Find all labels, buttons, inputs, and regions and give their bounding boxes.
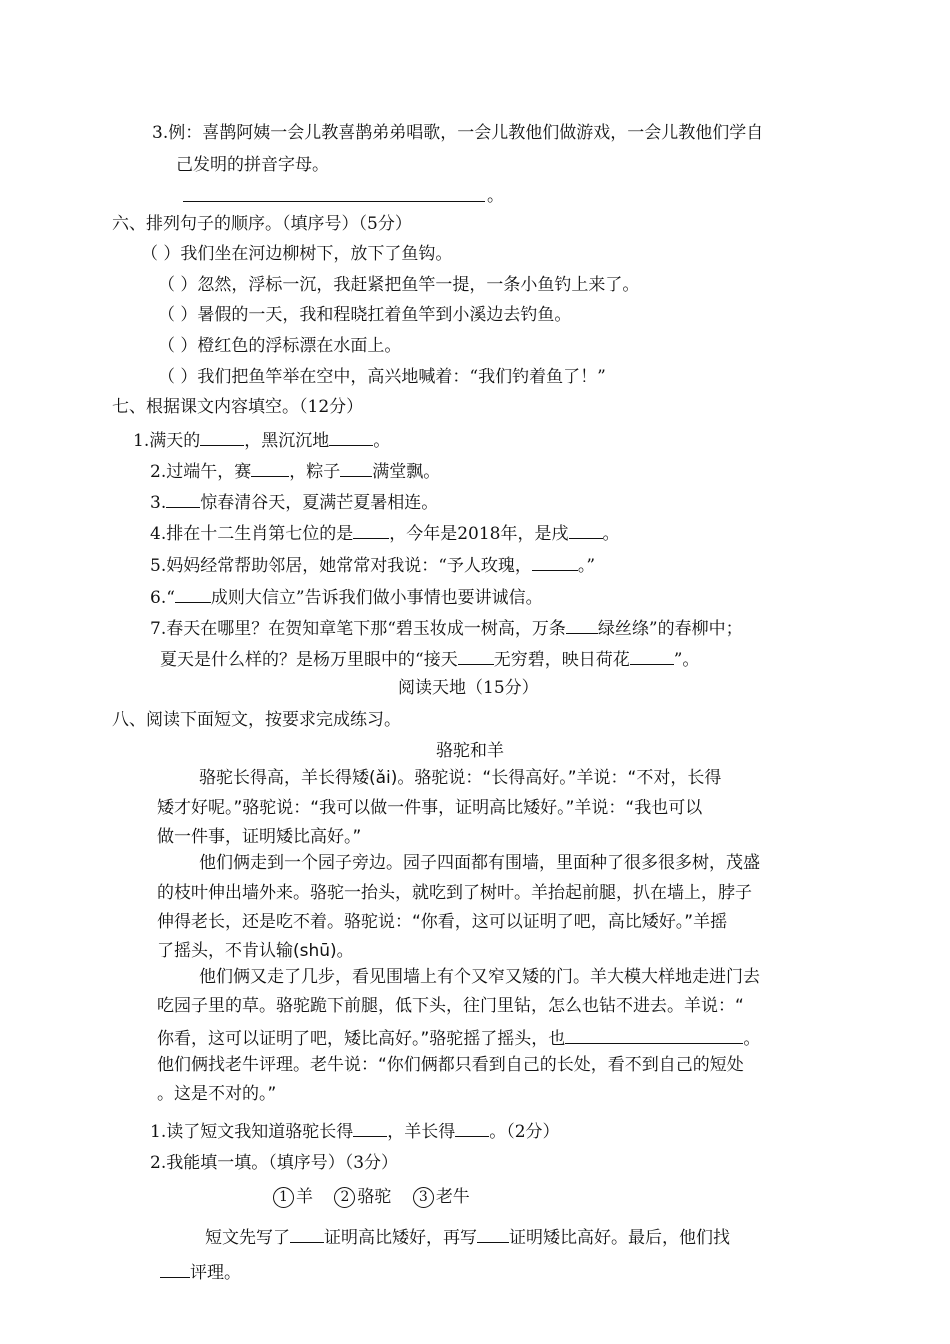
- blank: [353, 520, 389, 539]
- blank: [565, 1025, 743, 1044]
- option: [334, 1187, 391, 1207]
- blank: [340, 458, 372, 477]
- text: ，今年是2018年，是戌: [389, 524, 569, 544]
- text: 。”: [577, 556, 596, 576]
- blank: [200, 427, 244, 446]
- section7-item-2: [150, 458, 440, 483]
- section8-heading: 八、阅读下面短文，按要求完成练习。: [112, 710, 401, 730]
- section6-item: （ ）橙红色的浮标漂在水面上。: [158, 336, 402, 356]
- text: ，粽子: [289, 462, 341, 482]
- blank: [477, 1224, 509, 1243]
- option: [413, 1187, 470, 1207]
- text: 。（2分）: [489, 1122, 560, 1142]
- section7-item-6: [150, 584, 543, 609]
- fill-line-2: [160, 1259, 241, 1284]
- text: 成则大信立”告诉我们做小事情也要讲诚信。: [210, 588, 543, 608]
- section6-item: （ ）我们坐在河边柳树下，放下了鱼钩。: [141, 244, 453, 264]
- text: 4.排在十二生肖第七位的是: [150, 524, 354, 544]
- blank: [329, 427, 373, 446]
- text: 5.妈妈经常帮助邻居，她常常对我说：“予人玫瑰，: [150, 556, 532, 576]
- story-line: 了摇头，不肯认输(shū)。: [157, 941, 354, 961]
- text: 3.: [150, 493, 167, 513]
- blank: [175, 584, 211, 603]
- text: 无穷碧，映日荷花: [493, 650, 630, 670]
- text: 证明矮比高好。最后，他们找: [509, 1228, 730, 1248]
- text: ，羊长得: [387, 1122, 456, 1142]
- reading-question-1: [150, 1118, 560, 1143]
- option-label: 羊: [296, 1187, 313, 1207]
- section7-item-7: [150, 615, 743, 640]
- text: 惊春清谷天，夏满芒夏暑相连。: [200, 493, 439, 513]
- blank: [166, 489, 200, 508]
- blank: [455, 1118, 489, 1137]
- story-line: 他们俩走到一个园子旁边。园子四面都有围墙，里面种了很多很多树，茂盛: [199, 853, 760, 873]
- section6-item: （ ）我们把鱼竿举在空中，高兴地喊着：“我们钓着鱼了！”: [158, 367, 606, 387]
- q3-line2: 己发明的拼音字母。: [176, 155, 329, 175]
- text: 7.春天在哪里？在贺知章笔下那“碧玉妆成一树高，万条: [150, 619, 566, 639]
- text: 绿丝绦”的春柳中；: [597, 619, 743, 639]
- section6-item: （ ）暑假的一天，我和程晓扛着鱼竿到小溪边去钓鱼。: [158, 305, 572, 325]
- option: [273, 1187, 313, 1207]
- text: 。: [743, 1029, 761, 1049]
- text: 1.满天的: [133, 431, 201, 451]
- text: 夏天是什么样的？是杨万里眼中的“接天: [160, 650, 458, 670]
- text: ，黑沉沉地: [244, 431, 330, 451]
- section7-item-3: [150, 489, 438, 514]
- story-line: 的枝叶伸出墙外来。骆驼一抬头，就吃到了树叶。羊抬起前腿，扒在墙上，脖子: [157, 883, 752, 903]
- option-label: 老牛: [435, 1187, 470, 1207]
- section7-item-4: [150, 520, 620, 545]
- options-row: [273, 1186, 470, 1208]
- story-line: 骆驼长得高，羊长得矮(ǎi)。骆驼说：“长得高好。”羊说：“不对，长得: [199, 768, 722, 788]
- q3-answer-line: [183, 201, 485, 202]
- story-line: 。这是不对的。”: [157, 1084, 277, 1104]
- text: 6.“: [150, 588, 175, 608]
- story-line: 矮才好呢。”骆驼说：“我可以做一件事，证明高比矮好。”羊说：“我也可以: [157, 798, 703, 818]
- blank: [569, 520, 603, 539]
- blank: [566, 615, 598, 634]
- text: 。: [373, 431, 391, 451]
- blank: [458, 646, 494, 665]
- section7-item-5: [150, 552, 595, 577]
- option-label: 骆驼: [357, 1187, 392, 1207]
- blank: [251, 458, 289, 477]
- blank: [630, 646, 674, 665]
- story-line: 他们俩找老牛评理。老牛说：“你们俩都只看到自己的长处，看不到自己的短处: [157, 1055, 744, 1075]
- blank: [160, 1259, 190, 1278]
- section7-item-1: [133, 427, 390, 452]
- text: 满堂飘。: [372, 462, 441, 482]
- story-title: 骆驼和羊: [436, 741, 504, 761]
- circled-number: 2: [334, 1187, 355, 1208]
- section6-item: （ ）忽然，浮标一沉，我赶紧把鱼竿一提，一条小鱼钓上来了。: [158, 275, 640, 295]
- text: ”。: [673, 650, 700, 670]
- story-line: 他们俩又走了几步，看见围墙上有个又窄又矮的门。羊大模大样地走进门去: [199, 967, 760, 987]
- reading-question-2: 2.我能填一填。（填序号）（3分）: [150, 1153, 399, 1173]
- section6-heading: 六、排列句子的顺序。（填序号）（5分）: [112, 214, 412, 234]
- text: 你看，这可以证明了吧，矮比高好。”骆驼摇了摇头，也: [157, 1029, 566, 1049]
- blank: [353, 1118, 387, 1137]
- q3-line1: 3.例：喜鹊阿姨一会儿教喜鹊弟弟唱歌，一会儿教他们做游戏，一会儿教他们学自: [152, 123, 764, 143]
- fill-line-1: [205, 1224, 730, 1249]
- text: 短文先写了: [205, 1228, 290, 1248]
- q3-answer-end: 。: [487, 186, 504, 206]
- text: 1.读了短文我知道骆驼长得: [150, 1122, 354, 1142]
- story-line-with-blank: [157, 1025, 760, 1050]
- section7-item-7-cont: [160, 646, 699, 671]
- story-line: 做一件事，证明矮比高好。”: [157, 827, 362, 847]
- text: 证明高比矮好，再写: [324, 1228, 477, 1248]
- text: 2.过端午，赛: [150, 462, 252, 482]
- story-line: 吃园子里的草。骆驼跪下前腿，低下头，往门里钻，怎么也钻不进去。羊说：“: [157, 996, 744, 1016]
- story-line: 伸得老长，还是吃不着。骆驼说：“你看，这可以证明了吧，高比矮好。”羊摇: [157, 912, 728, 932]
- circled-number: 3: [413, 1187, 434, 1208]
- reading-title: 阅读天地（15分）: [398, 678, 539, 698]
- circled-number: 1: [273, 1187, 294, 1208]
- blank: [532, 552, 578, 571]
- blank: [290, 1224, 324, 1243]
- section7-heading: 七、根据课文内容填空。（12分）: [112, 397, 364, 417]
- text: 评理。: [190, 1263, 241, 1283]
- text: 。: [602, 524, 620, 544]
